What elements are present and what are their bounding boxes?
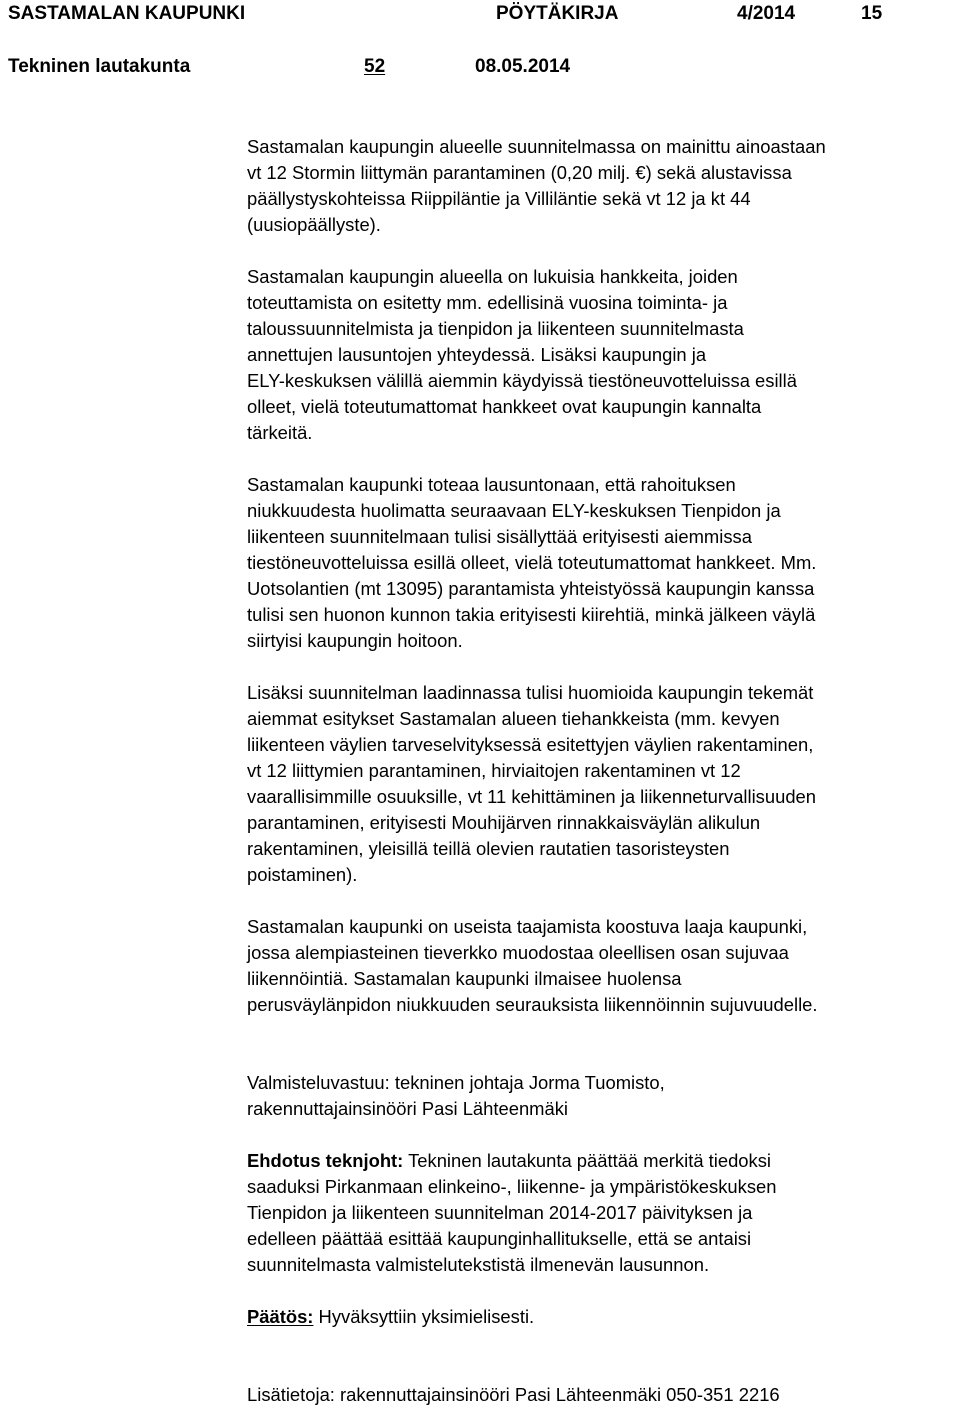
decision-text: Hyväksyttiin yksimielisesti. <box>313 1306 535 1327</box>
header-row-2 <box>8 54 948 80</box>
decision-paragraph <box>247 1304 953 1330</box>
paragraph-2: Sastamalan kaupungin alueella on lukuisia hankkeita, joiden toteuttamista on esitetty mm. edellisinä vuosina toiminta- ja taloussuunnitelmista ja tienpidon ja liikenteen suunnitelmasta annettujen lausuntojen yhteydessä. Lisäksi kaupungin ja ELY-keskuksen välillä aiemmin käydyissä tiestöneuvotteluissa esillä olleet, vielä toteutumattomat hankkeet ovat kaupungin kannalta tärkeitä. <box>247 266 797 443</box>
committee-name: Tekninen lautakunta <box>8 56 191 77</box>
document-body <box>247 134 953 1408</box>
proposal-text: Tekninen lautakunta päättää merkitä tiedoksi saaduksi Pirkanmaan elinkeino-, liikenne- ja ympäristökeskuksen Tienpidon ja liikenteen suunnitelman 2014-2017 päivityksen ja edelleen päättää esittää kaupunginhallitukselle, että se antaisi suunnitelmasta valmistelutekstistä ilmenevän lausunnon. <box>247 1150 777 1275</box>
proposal-paragraph <box>247 1148 953 1278</box>
document-number: 4/2014 <box>737 3 796 24</box>
paragraph-3: Sastamalan kaupunki toteaa lausuntonaan, että rahoituksen niukkuudesta huolimatta seuraavaan ELY-keskuksen Tienpidon ja liikenteen suunnitelmaan tulisi sisällyttää erityisesti aiemmissa tiestöneuvotteluissa esillä olleet, vielä toteutumattomat hankkeet. Mm. Uotsolantien (mt 13095) parantamista yhteistyössä kaupungin kanssa tulisi sen huonon kunnon takia erityisesti kiirehtiä, minkä jälkeen väylä siirtyisi kaupungin hoitoon. <box>247 474 817 651</box>
paragraph-5: Sastamalan kaupunki on useista taajamista koostuva laaja kaupunki, jossa alempiasteinen tieverkko muodostaa oleellisen osan sujuvaa liikennöintiä. Sastamalan kaupunki ilmaisee huolensa perusväylänpidon niukkuuden seurauksista liikennöinnin sujuvuudelle. <box>247 916 818 1015</box>
document-type: PÖYTÄKIRJA <box>496 3 619 24</box>
section-number: 52 <box>364 56 386 77</box>
page-number: 15 <box>861 3 883 24</box>
paragraph-4: Lisäksi suunnitelman laadinnassa tulisi huomioida kaupungin tekemät aiemmat esitykset Sastamalan alueen tiehankkeista (mm. kevyen liikenteen väylien tarveselvityksessä esitettyjen väylien rakentaminen, vt 12 liittymien parantaminen, hirviaitojen rakentaminen vt 12 vaarallisimmille osuuksille, vt 11 kehittäminen ja liikenneturvallisuuden parantaminen, erityisesti Mouhijärven rinnakkaisväylän alikulun rakentaminen, yleisillä teillä olevien rautatien tasoristeysten poistaminen). <box>247 682 817 885</box>
header-row-1 <box>8 1 948 27</box>
meeting-date: 08.05.2014 <box>475 56 571 77</box>
municipality-name: SASTAMALAN KAUPUNKI <box>8 3 246 24</box>
proposal-label: Ehdotus teknjoht: <box>247 1150 404 1171</box>
preparer-statement: Valmisteluvastuu: tekninen johtaja Jorma Tuomisto, rakennuttajainsinööri Pasi Lähteenmäki <box>247 1072 665 1119</box>
paragraph-1: Sastamalan kaupungin alueelle suunnitelmassa on mainittu ainoastaan vt 12 Stormin liittymän parantaminen (0,20 milj. €) sekä alustavissa päällystyskohteissa Riippiläntie ja Villiläntie sekä vt 12 ja kt 44 (uusiopäällyste). <box>247 136 826 235</box>
decision-label: Päätös: <box>247 1306 314 1327</box>
contact-info: Lisätietoja: rakennuttajainsinööri Pasi Lähteenmäki 050-351 2216 <box>247 1384 780 1405</box>
